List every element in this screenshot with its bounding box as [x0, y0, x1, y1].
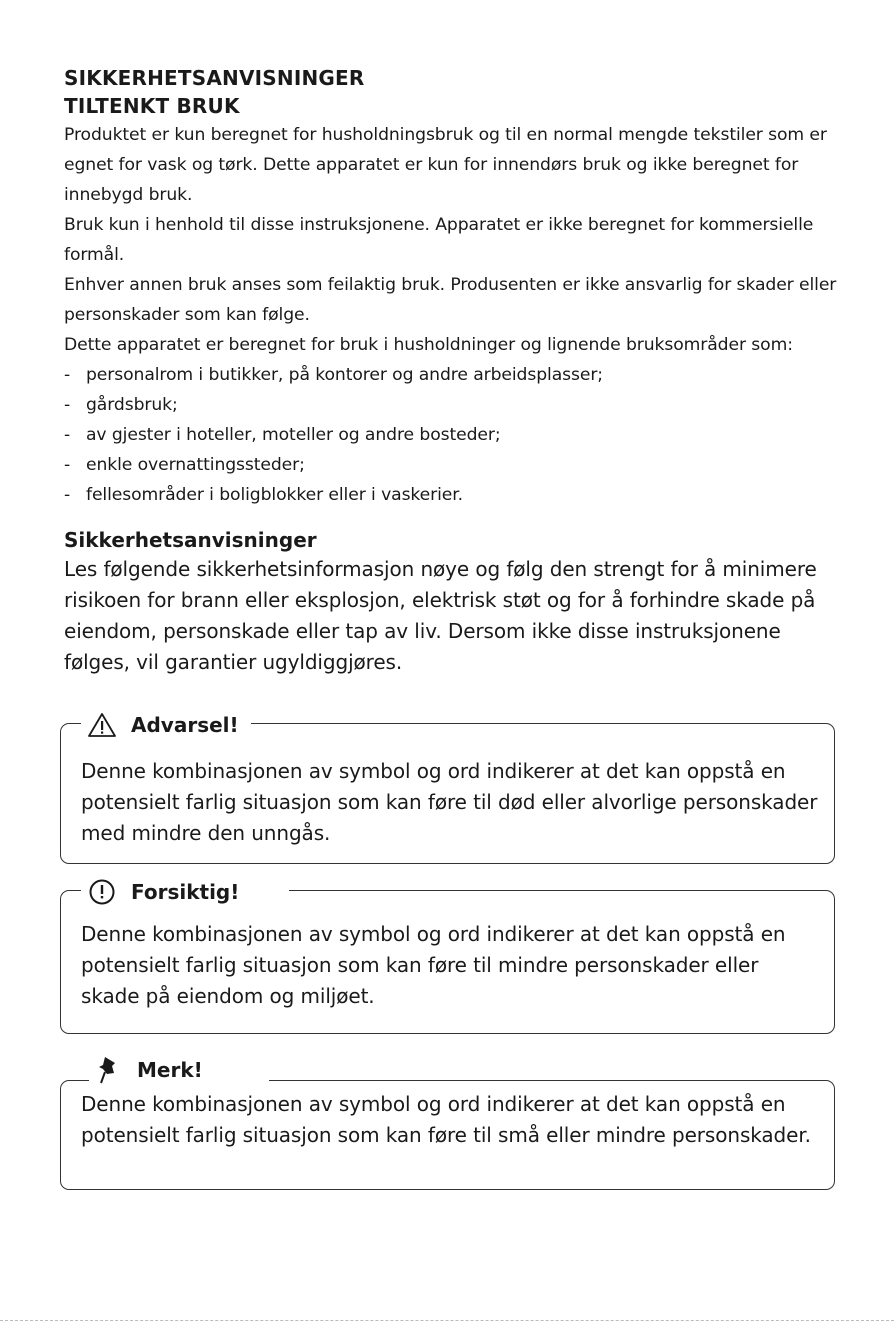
exclamation-circle-icon — [87, 878, 117, 906]
page-bottom-divider — [0, 1320, 894, 1321]
note-legend — [89, 1053, 269, 1087]
paragraph-misuse: Enhver annen bruk anses som feilaktig bruk. Produsenten er ikke ansvarlig for skader eller personskader som kan følge. — [64, 275, 837, 325]
warning-box — [60, 713, 835, 864]
safety-intro-paragraph: Les følgende sikkerhetsinformasjon nøye og følg den strengt for å minimere risikoen for brann eller eksplosjon, elektrisk støt og for å forhindre skade på eiendom, personskade eller tap av liv. Dersom ikke disse instruksjonene følges, vil garantier ugyldiggjøres. — [64, 557, 817, 674]
caution-text: Denne kombinasjonen av symbol og ord indikerer at det kan oppstå en potensielt farlig situasjon som kan føre til mindre personskader eller skade på eiendom og miljøet. — [81, 922, 786, 1008]
paragraph-household-use: Produktet er kun beregnet for husholdningsbruk og til en normal mengde tekstiler som er egnet for vask og tørk. Dette apparatet er kun for innendørs bruk og ikke beregnet for innebygd bruk. — [64, 125, 827, 205]
list-item: - fellesområder i boligblokker eller i vaskerier. — [64, 480, 844, 510]
document-content — [64, 64, 844, 678]
note-label: Merk! — [137, 1058, 203, 1082]
usage-areas-list — [64, 360, 844, 510]
caution-label: Forsiktig! — [131, 880, 240, 904]
warning-legend — [81, 710, 251, 740]
list-item: - av gjester i hoteller, moteller og andre bosteder; — [64, 420, 844, 450]
warning-triangle-icon — [87, 712, 117, 738]
paragraph-instructions-only: Bruk kun i henhold til disse instruksjonene. Apparatet er ikke beregnet for kommersielle formål. — [64, 215, 814, 265]
note-box — [60, 1058, 835, 1190]
dash-bullet: - — [64, 395, 71, 415]
paragraph-similar-areas: Dette apparatet er beregnet for bruk i husholdninger og lignende bruksområder som: — [64, 335, 793, 355]
dash-bullet: - — [64, 425, 71, 445]
warning-text: Denne kombinasjonen av symbol og ord indikerer at det kan oppstå en potensielt farlig situasjon som kan føre til død eller alvorlige personskader med mindre den unngås. — [81, 759, 818, 845]
intended-use-heading: TILTENKT BRUK — [64, 94, 240, 118]
note-text: Denne kombinasjonen av symbol og ord indikerer at det kan oppstå en potensielt farlig situasjon som kan føre til små eller mindre personskader. — [81, 1092, 811, 1147]
safety-heading: Sikkerhetsanvisninger — [64, 528, 317, 552]
warning-label: Advarsel! — [131, 713, 239, 737]
caution-box — [60, 880, 835, 1034]
dash-bullet: - — [64, 455, 71, 475]
list-item: - enkle overnattingssteder; — [64, 450, 844, 480]
list-item: - gårdsbruk; — [64, 390, 844, 420]
dash-bullet: - — [64, 365, 71, 385]
list-item: - personalrom i butikker, på kontorer og andre arbeidsplasser; — [64, 360, 844, 390]
dash-bullet: - — [64, 485, 71, 505]
caution-legend — [81, 877, 289, 907]
main-heading: SIKKERHETSANVISNINGER — [64, 66, 365, 90]
pushpin-icon — [95, 1055, 123, 1085]
